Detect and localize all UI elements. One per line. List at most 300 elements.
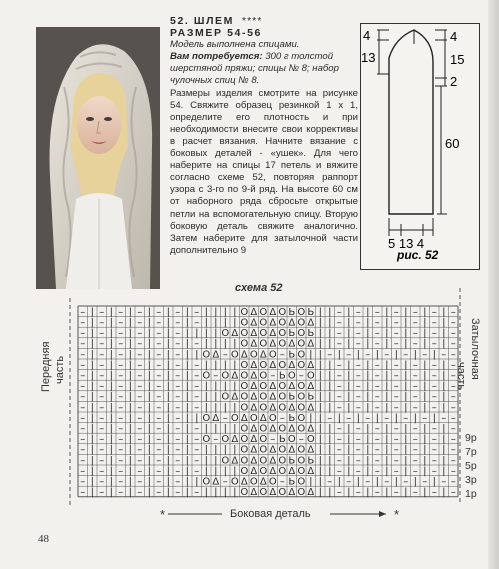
chart-cell-symbol: – xyxy=(175,391,181,403)
chart-cell-symbol: Δ xyxy=(288,402,296,414)
chart-cell-symbol: O xyxy=(230,412,239,424)
chart-cell-symbol: O xyxy=(278,423,287,435)
chart-cell-symbol: | xyxy=(404,444,408,456)
model-note: Модель выполнена спицами. xyxy=(170,39,300,51)
chart-cell-symbol: O xyxy=(240,444,249,456)
chart-cell-symbol: – xyxy=(374,434,380,446)
chart-cell-symbol: | xyxy=(128,391,132,403)
chart-cell-symbol: O xyxy=(221,455,230,467)
chart-cell-symbol: | xyxy=(223,306,227,318)
chart-cell-symbol: – xyxy=(412,444,418,456)
chart-cell-symbol: – xyxy=(384,412,390,424)
chart-cell-symbol: | xyxy=(166,455,170,467)
chart-cell-symbol: | xyxy=(90,423,94,435)
chart-cell-symbol: | xyxy=(166,381,170,393)
chart-cell-symbol: O xyxy=(297,349,306,361)
chart-cell-symbol: – xyxy=(412,338,418,350)
materials-text: 300 г толстой шерстяной пряжи; спицы № 8; набор чулочных спиц № 8. xyxy=(170,51,339,87)
chart-cell-symbol: | xyxy=(366,434,370,446)
chart-cell-symbol: – xyxy=(156,391,162,403)
chart-cell-symbol: – xyxy=(355,423,361,435)
chart-cell-symbol: – xyxy=(450,338,456,350)
chart-cell-symbol: O xyxy=(259,487,268,499)
chart-cell-symbol: | xyxy=(423,381,427,393)
chart-cell-symbol: – xyxy=(194,317,200,329)
chart-cell-symbol: – xyxy=(118,381,124,393)
chart-cell-symbol: – xyxy=(393,317,399,329)
chart-cell-symbol: Δ xyxy=(269,455,277,467)
chart-cell-symbol: | xyxy=(385,487,389,499)
dim-small-right: 2 xyxy=(450,74,458,89)
chart-cell-symbol: | xyxy=(347,370,351,382)
chart-cell-symbol: – xyxy=(336,487,342,499)
chart-cell-symbol: | xyxy=(347,338,351,350)
chart-cell-symbol: | xyxy=(185,349,189,361)
chart-cell-symbol: | xyxy=(385,381,389,393)
chart-cell-symbol: | xyxy=(328,465,332,477)
page-edge xyxy=(488,0,499,569)
chart-cell-symbol: – xyxy=(450,487,456,499)
chart-cell-symbol: – xyxy=(80,412,86,424)
chart-cell-symbol: | xyxy=(185,317,189,329)
chart-cell-symbol: | xyxy=(204,317,208,329)
chart-cell-symbol: | xyxy=(318,349,322,361)
chart-cell-symbol: – xyxy=(279,349,285,361)
chart-cell-symbol: | xyxy=(385,391,389,403)
row-label-1: 1р xyxy=(465,488,477,500)
chart-cell-symbol: | xyxy=(128,412,132,424)
chart-cell-symbol: | xyxy=(109,476,113,488)
chart-cell-symbol: – xyxy=(156,465,162,477)
chart-cell-symbol: Ь xyxy=(307,391,315,403)
chart-cell-symbol: | xyxy=(347,465,351,477)
chart-cell-symbol: Δ xyxy=(250,317,258,329)
chart-cell-symbol: | xyxy=(185,444,189,456)
chart-cell-symbol: | xyxy=(404,381,408,393)
chart-cell-symbol: – xyxy=(99,317,105,329)
chart-cell-symbol: – xyxy=(336,317,342,329)
chart-cell-symbol: | xyxy=(90,381,94,393)
chart-cell-symbol: O xyxy=(230,349,239,361)
chart-cell-symbol: O xyxy=(278,381,287,393)
chart-cell-symbol: | xyxy=(394,476,398,488)
chart-cell-symbol: | xyxy=(128,487,132,499)
chart-cell-symbol: O xyxy=(240,487,249,499)
chart-cell-symbol: – xyxy=(393,306,399,318)
chart-cell-symbol: | xyxy=(223,359,227,371)
chart-cell-symbol: | xyxy=(385,465,389,477)
chart-cell-symbol: – xyxy=(118,434,124,446)
chart-cell-symbol: | xyxy=(195,476,199,488)
chart-cell-symbol: | xyxy=(394,349,398,361)
chart-cell-symbol: | xyxy=(214,455,218,467)
chart-cell-symbol: | xyxy=(347,306,351,318)
chart-cell-symbol: O xyxy=(240,338,249,350)
chart-cell-symbol: | xyxy=(366,338,370,350)
chart-cell-symbol: – xyxy=(431,317,437,329)
chart-cell-symbol: | xyxy=(109,455,113,467)
chart-cell-symbol: | xyxy=(366,391,370,403)
chart-cell-symbol: – xyxy=(156,306,162,318)
chart-cell-symbol: | xyxy=(109,317,113,329)
chart-cell-symbol: | xyxy=(432,349,436,361)
chart-cell-symbol: | xyxy=(413,476,417,488)
chart-cell-symbol: | xyxy=(185,465,189,477)
chart-cell-symbol: | xyxy=(328,306,332,318)
chart-cell-symbol: O xyxy=(297,306,306,318)
chart-cell-symbol: – xyxy=(374,465,380,477)
chart-cell-symbol: Δ xyxy=(307,402,315,414)
chart-cell-symbol: – xyxy=(118,359,124,371)
chart-cell-symbol: | xyxy=(204,359,208,371)
chart-cell-symbol: – xyxy=(279,412,285,424)
chart-cell-symbol: – xyxy=(99,465,105,477)
chart-cell-symbol: | xyxy=(385,402,389,414)
dim-upper-left: 13 xyxy=(361,50,376,65)
chart-cell-symbol: Δ xyxy=(250,423,258,435)
chart-cell-symbol: – xyxy=(80,370,86,382)
chart-cell-symbol: – xyxy=(374,370,380,382)
chart-cell-symbol: – xyxy=(156,444,162,456)
chart-cell-symbol: | xyxy=(185,423,189,435)
chart-cell-symbol: – xyxy=(355,306,361,318)
chart-cell-symbol: O xyxy=(259,328,268,340)
star-mark-right: * xyxy=(394,507,400,522)
chart-cell-symbol: O xyxy=(268,349,277,361)
chart-cell-symbol: | xyxy=(109,412,113,424)
chart-cell-symbol: – xyxy=(355,328,361,340)
chart-cell-symbol: | xyxy=(166,306,170,318)
chart-cell-symbol: O xyxy=(278,317,287,329)
chart-cell-symbol: O xyxy=(202,434,211,446)
chart-cell-symbol: | xyxy=(128,434,132,446)
chart-cell-symbol: – xyxy=(403,412,409,424)
chart-cell-symbol: – xyxy=(450,381,456,393)
chart-cell-symbol: | xyxy=(385,328,389,340)
chart-cell-symbol: Δ xyxy=(307,487,315,499)
chart-cell-symbol: | xyxy=(423,359,427,371)
chart-cell-symbol: | xyxy=(404,338,408,350)
chart-cell-symbol: – xyxy=(156,317,162,329)
chart-cell-symbol: – xyxy=(355,381,361,393)
chart-cell-symbol: | xyxy=(128,349,132,361)
chart-cell-symbol: – xyxy=(298,370,304,382)
chart-cell-symbol: O xyxy=(221,434,230,446)
chart-cell-symbol: – xyxy=(175,359,181,371)
chart-cell-symbol: Ь xyxy=(288,476,296,488)
chart-cell-symbol: | xyxy=(404,317,408,329)
chart-cell-symbol: | xyxy=(318,328,322,340)
chart-cell-symbol: – xyxy=(80,423,86,435)
chart-cell-symbol: | xyxy=(442,423,446,435)
chart-cell-symbol: – xyxy=(374,455,380,467)
chart-cell-symbol: | xyxy=(309,412,313,424)
chart-cell-symbol: – xyxy=(441,476,447,488)
chart-cell-symbol: | xyxy=(385,370,389,382)
chart-cell-symbol: – xyxy=(194,402,200,414)
chart-cell-symbol: Δ xyxy=(250,455,258,467)
chart-cell-symbol: | xyxy=(442,402,446,414)
chart-cell-symbol: – xyxy=(346,476,352,488)
chart-cell-symbol: | xyxy=(347,455,351,467)
chart-cell-symbol: | xyxy=(214,402,218,414)
chart-cell-symbol: | xyxy=(432,476,436,488)
chart-cell-symbol: | xyxy=(166,359,170,371)
chart-cell-symbol: | xyxy=(166,338,170,350)
chart-cell-symbol: | xyxy=(214,444,218,456)
chart-cell-symbol: | xyxy=(204,338,208,350)
chart-cell-symbol: O xyxy=(278,306,287,318)
chart-cell-symbol: Δ xyxy=(259,349,267,361)
chart-cell-symbol: – xyxy=(118,402,124,414)
chart-cell-symbol: – xyxy=(194,434,200,446)
chart-cell-symbol: | xyxy=(214,381,218,393)
chart-cell-symbol: – xyxy=(118,444,124,456)
chart-cell-symbol: O xyxy=(306,370,315,382)
chart-cell-symbol: | xyxy=(185,328,189,340)
chart-cell-symbol: – xyxy=(450,359,456,371)
chart-cell-symbol: O xyxy=(259,359,268,371)
chart-cell-symbol: | xyxy=(90,317,94,329)
chart-cell-symbol: Δ xyxy=(240,349,248,361)
chart-cell-symbol: | xyxy=(128,317,132,329)
chart-cell-symbol: | xyxy=(109,487,113,499)
chart-cell-symbol: O xyxy=(249,412,258,424)
chart-cell-symbol: | xyxy=(214,465,218,477)
chart-cell-symbol: O xyxy=(278,328,287,340)
chart-cell-symbol: | xyxy=(185,402,189,414)
chart-cell-symbol: – xyxy=(355,359,361,371)
chart-cell-symbol: – xyxy=(412,434,418,446)
chart-cell-symbol: Ь xyxy=(288,412,296,424)
chart-cell-symbol: | xyxy=(195,412,199,424)
chart-cell-symbol: O xyxy=(240,306,249,318)
chart-cell-symbol: | xyxy=(147,317,151,329)
chart-cell-symbol: | xyxy=(328,381,332,393)
chart-cell-symbol: O xyxy=(240,359,249,371)
chart-cell-symbol: – xyxy=(374,317,380,329)
chart-cell-symbol: O xyxy=(240,391,249,403)
chart-cell-symbol: – xyxy=(346,412,352,424)
chart-cell-symbol: – xyxy=(450,465,456,477)
chart-cell-symbol: – xyxy=(393,423,399,435)
chart-cell-symbol: | xyxy=(128,328,132,340)
chart-cell-symbol: | xyxy=(404,487,408,499)
chart-cell-symbol: | xyxy=(233,359,237,371)
chart-cell-symbol: | xyxy=(185,487,189,499)
chart-cell-symbol: | xyxy=(404,455,408,467)
chart-cell-symbol: – xyxy=(431,359,437,371)
chart-cell-symbol: | xyxy=(404,402,408,414)
chart-cell-symbol: – xyxy=(175,381,181,393)
chart-cell-symbol: | xyxy=(309,349,313,361)
chart-cell-symbol: O xyxy=(278,487,287,499)
chart-cell-symbol: | xyxy=(318,465,322,477)
chart-cell-symbol: | xyxy=(214,487,218,499)
chart-cell-symbol: – xyxy=(222,412,228,424)
chart-cell-symbol: | xyxy=(233,465,237,477)
chart-cell-symbol: O xyxy=(221,391,230,403)
chart-cell-symbol: | xyxy=(366,370,370,382)
chart-cell-symbol: – xyxy=(80,402,86,414)
chart-cell-symbol: – xyxy=(175,412,181,424)
chart-cell-symbol: – xyxy=(80,487,86,499)
chart-cell-symbol: Ь xyxy=(288,455,296,467)
chart-cell-symbol: – xyxy=(441,349,447,361)
chart-cell-symbol: | xyxy=(318,338,322,350)
chart-cell-symbol: | xyxy=(185,391,189,403)
chart-cell-symbol: | xyxy=(166,317,170,329)
chart-cell-symbol: – xyxy=(336,402,342,414)
chart-cell-symbol: – xyxy=(412,391,418,403)
chart-cell-symbol: – xyxy=(450,349,456,361)
chart-cell-symbol: | xyxy=(366,465,370,477)
chart-cell-symbol: | xyxy=(375,476,379,488)
chart-cell-symbol: Δ xyxy=(307,444,315,456)
difficulty-stars: **** xyxy=(241,15,263,27)
chart-cell-symbol: – xyxy=(355,317,361,329)
chart-cell-symbol: Δ xyxy=(288,465,296,477)
chart-cell-symbol: | xyxy=(214,317,218,329)
chart-cell-symbol: | xyxy=(385,359,389,371)
chart-cell-symbol: O xyxy=(287,370,296,382)
chart-cell-symbol: – xyxy=(175,317,181,329)
chart-cell-symbol: O xyxy=(202,370,211,382)
chart-cell-symbol: | xyxy=(128,359,132,371)
chart-cell-symbol: – xyxy=(431,434,437,446)
chart-cell-symbol: Δ xyxy=(259,412,267,424)
chart-cell-symbol: O xyxy=(297,465,306,477)
label-front-line1: Передняя xyxy=(40,341,52,392)
chart-cell-symbol: – xyxy=(137,487,143,499)
chart-cell-symbol: – xyxy=(431,402,437,414)
chart-cell-symbol: Δ xyxy=(288,444,296,456)
chart-cell-symbol: – xyxy=(80,434,86,446)
chart-cell-symbol: | xyxy=(185,455,189,467)
chart-cell-symbol: | xyxy=(223,317,227,329)
chart-cell-symbol: Δ xyxy=(250,434,258,446)
chart-cell-symbol: – xyxy=(137,349,143,361)
chart-cell-symbol: | xyxy=(385,306,389,318)
chart-cell-symbol: – xyxy=(137,338,143,350)
chart-cell-symbol: – xyxy=(80,328,86,340)
chart-cell-symbol: | xyxy=(366,444,370,456)
chart-cell-symbol: Δ xyxy=(288,359,296,371)
chart-cell-symbol: – xyxy=(336,370,342,382)
chart-cell-symbol: | xyxy=(423,402,427,414)
chart-cell-symbol: – xyxy=(336,465,342,477)
chart-cell-symbol: – xyxy=(99,444,105,456)
chart-cell-symbol: – xyxy=(355,487,361,499)
chart-cell-symbol: | xyxy=(328,455,332,467)
chart-cell-symbol: O xyxy=(259,381,268,393)
chart-cell-symbol: – xyxy=(412,381,418,393)
chart-cell-symbol: – xyxy=(336,306,342,318)
chart-cell-symbol: – xyxy=(99,328,105,340)
chart-cell-symbol: – xyxy=(222,476,228,488)
chart-cell-symbol: | xyxy=(337,476,341,488)
chart-cell-symbol: | xyxy=(328,338,332,350)
chart-cell-symbol: | xyxy=(442,317,446,329)
chart-cell-symbol: – xyxy=(431,465,437,477)
chart-cell-symbol: | xyxy=(442,391,446,403)
chart-cell-symbol: | xyxy=(318,402,322,414)
chart-cell-symbol: | xyxy=(413,412,417,424)
chart-cell-symbol: – xyxy=(393,370,399,382)
chart-cell-symbol: | xyxy=(318,370,322,382)
chart-cell-symbol: | xyxy=(423,370,427,382)
chart-row xyxy=(80,477,456,488)
chart-cell-symbol: – xyxy=(118,338,124,350)
chart-cell-symbol: O xyxy=(297,444,306,456)
chart-cell-symbol: | xyxy=(442,328,446,340)
chart-cell-symbol: Δ xyxy=(307,317,315,329)
chart-cell-symbol: – xyxy=(412,328,418,340)
chart-cell-symbol: | xyxy=(385,434,389,446)
chart-cell-symbol: | xyxy=(214,306,218,318)
chart-cell-symbol: – xyxy=(175,476,181,488)
chart-cell-symbol: | xyxy=(318,391,322,403)
chart-cell-symbol: | xyxy=(423,317,427,329)
chart-cell-symbol: – xyxy=(327,412,333,424)
chart-cell-symbol: – xyxy=(412,465,418,477)
chart-cell-symbol: | xyxy=(90,487,94,499)
chart-cell-symbol: – xyxy=(80,349,86,361)
chart-cell-symbol: Δ xyxy=(288,487,296,499)
chart-cell-symbol: – xyxy=(365,412,371,424)
chart-cell-symbol: – xyxy=(156,349,162,361)
chart-cell-symbol: – xyxy=(80,338,86,350)
chart-cell-symbol: | xyxy=(233,338,237,350)
chart-cell-symbol: Δ xyxy=(250,359,258,371)
chart-cell-symbol: | xyxy=(109,434,113,446)
chart-cell-symbol: – xyxy=(336,328,342,340)
chart-cell-symbol: | xyxy=(385,317,389,329)
chart-cell-symbol: – xyxy=(355,434,361,446)
chart-cell-symbol: – xyxy=(450,476,456,488)
chart-cell-symbol: – xyxy=(431,306,437,318)
chart-cell-symbol: | xyxy=(347,391,351,403)
chart-cell-symbol: | xyxy=(233,444,237,456)
chart-cell-symbol: | xyxy=(147,444,151,456)
chart-cell-symbol: – xyxy=(137,381,143,393)
chart-cell-symbol: – xyxy=(194,359,200,371)
chart-cell-symbol: Δ xyxy=(250,306,258,318)
chart-cell-symbol: | xyxy=(347,381,351,393)
chart-cell-symbol: – xyxy=(403,476,409,488)
chart-cell-symbol: – xyxy=(118,349,124,361)
chart-cell-symbol: – xyxy=(194,370,200,382)
chart-cell-symbol: | xyxy=(214,391,218,403)
chart-cell-symbol: | xyxy=(147,465,151,477)
chart-cell-symbol: | xyxy=(366,381,370,393)
chart-cell-symbol: | xyxy=(147,455,151,467)
chart-cell-symbol: – xyxy=(412,370,418,382)
chart-cell-symbol: O xyxy=(259,423,268,435)
chart-cell-symbol: – xyxy=(118,317,124,329)
chart-cell-symbol: | xyxy=(423,306,427,318)
chart-cell-symbol: O xyxy=(259,338,268,350)
chart-cell-symbol: – xyxy=(450,423,456,435)
chart-cell-symbol: | xyxy=(90,412,94,424)
chart-cell-symbol: O xyxy=(202,349,211,361)
chart-cell-symbol: O xyxy=(278,465,287,477)
chart-cell-symbol: – xyxy=(355,402,361,414)
chart-cell-symbol: – xyxy=(175,328,181,340)
label-front-line2: часть xyxy=(54,355,66,384)
chart-cell-symbol: | xyxy=(214,328,218,340)
chart-cell-symbol: O xyxy=(259,402,268,414)
